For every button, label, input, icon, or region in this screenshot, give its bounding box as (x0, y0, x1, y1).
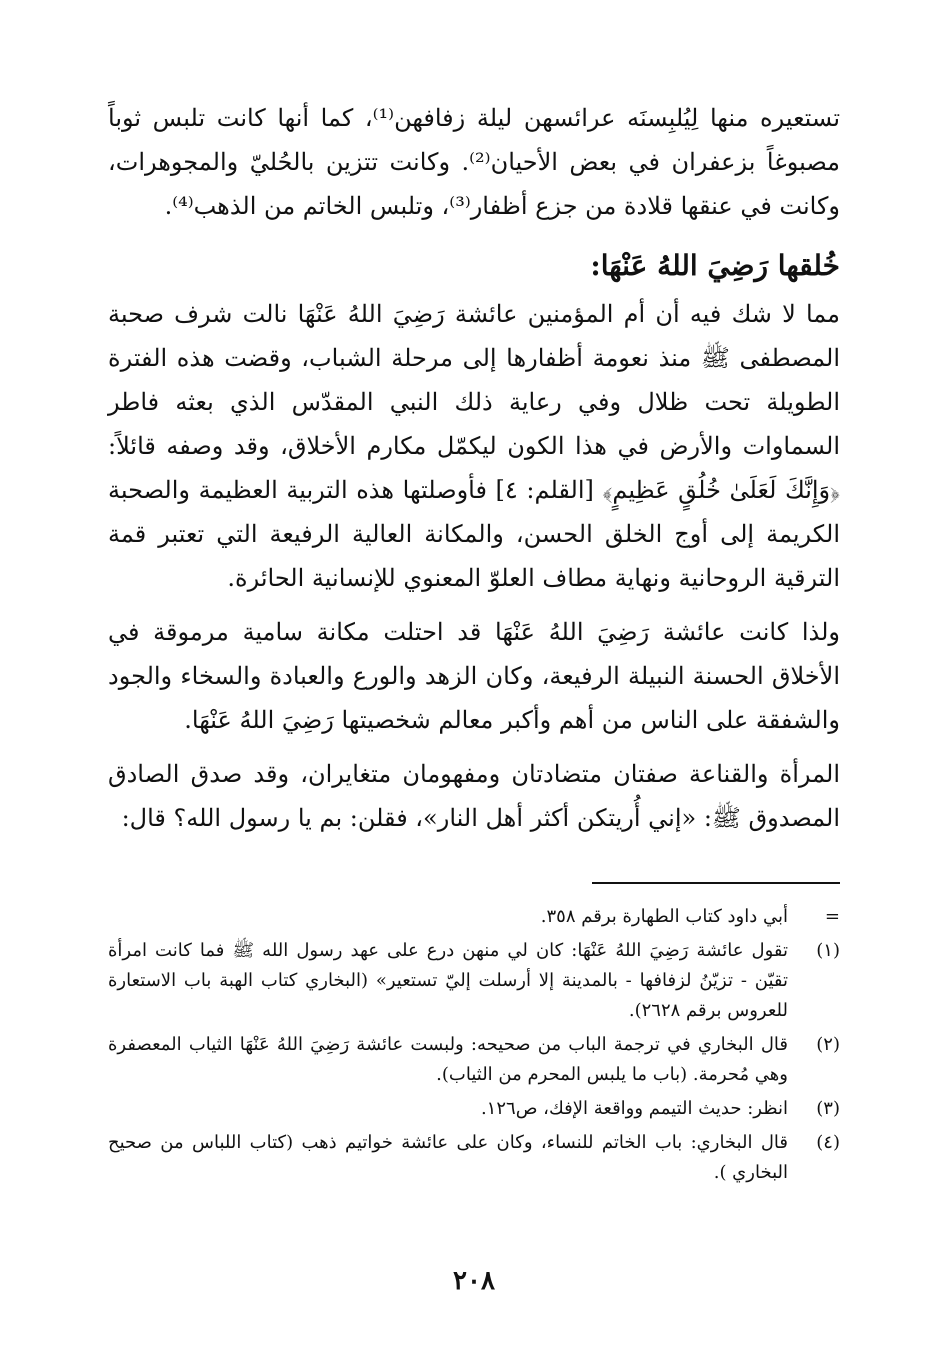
footnote-mark: (٢) (816, 1034, 840, 1055)
footnote-3 (108, 1094, 840, 1124)
page-number: ٢٠٨ (453, 1266, 495, 1296)
footnote-text: أبي داود كتاب الطهارة برقم ٣٥٨. (540, 906, 788, 927)
footnote-text: تقول عائشة رَضِيَ اللهُ عَنْهَا: كان لي منهن درع على عهد رسول الله ﷺ فما كانت امرأة تقيّن - تزيّنُ لزفافها - بالمدينة إلا أرسلت إليّ تستعير» (البخاري كتاب الهبة باب الاستعارة للعروس برقم ٢٦٢٨). (108, 940, 788, 1021)
footnote-divider (592, 882, 840, 884)
footnote-text: قال البخاري في ترجمة الباب من صحيحه: ولبست عائشة رَضِيَ اللهُ عَنْهَا الثياب المعصفرة وهي مُحرمة. (باب ما يلبس المحرم من الثياب). (108, 1034, 788, 1085)
paragraph-1: تستعيره منها لِيُلبِسنَه عرائسهن ليلة زفافهن⁽¹⁾، كما أنها كانت تلبس ثوباً مصبوغاً بزعفران في بعض الأحيان⁽²⁾. وكانت تتزين بالحُليّ والمجوهرات، وكانت في عنقها قلادة من جزع أظفار⁽³⁾، وتلبس الخاتم من الذهب⁽⁴⁾. (108, 104, 841, 220)
footnote-text: انظر: حديث التيمم وواقعة الإفك، ص١٢٦. (480, 1098, 788, 1119)
paragraph-4: المرأة والقناعة صفتان متضادتان ومفهومان متغايران، وقد صدق الصادق المصدوق ﷺ: «إني أُريتكن أكثر أهل النار»، فقلن: بم يا رسول الله؟ قال: (108, 760, 840, 832)
paragraph-2: مما لا شك فيه أن أم المؤمنين عائشة رَضِيَ اللهُ عَنْهَا نالت شرف صحبة المصطفى ﷺ منذ نعومة أظفارها إلى مرحلة الشباب، وقضت هذه الفترة الطويلة تحت ظلال وفي رعاية ذلك النبي المقدّس الذي بعثه فاطر السماوات والأرض في هذا الكون ليكمّل مكارم الأخلاق، وقد وصفه قائلاً: ﴿وَإِنَّكَ لَعَلَىٰ خُلُقٍ عَظِيمٍ﴾ [القلم: ٤] فأوصلتها هذه التربية العظيمة والصحبة الكريمة إلى أوج الخلق الحسن، والمكانة العالية الرفيعة التي تعتبر قمة الترقية الروحانية ونهاية مطاف العلوّ المعنوي للإنسانية الحائرة. (108, 300, 840, 592)
footnote-mark: (٤) (816, 1132, 840, 1153)
paragraph-3: ولذا كانت عائشة رَضِيَ اللهُ عَنْهَا قد احتلت مكانة سامية مرموقة في الأخلاق الحسنة النبيلة الرفيعة، وكان الزهد والورع والعبادة والسخاء والجود والشفقة على الناس من أهم وأكبر معالم شخصيتها رَضِيَ اللهُ عَنْهَا. (108, 618, 840, 734)
footnote-4 (108, 1128, 840, 1188)
footnote-mark: (١) (816, 940, 840, 961)
footnote-mark: (٣) (816, 1098, 840, 1119)
section-heading: خُلقها رَضِيَ اللهُ عَنْهَا: (590, 249, 840, 282)
main-text (108, 96, 840, 840)
footnote-mark: = (824, 906, 840, 927)
footnote-continuation (108, 902, 840, 932)
footnote-1 (108, 936, 840, 1026)
page-content (108, 96, 840, 1192)
footnotes (108, 902, 840, 1188)
footnote-text: قال البخاري: باب الخاتم للنساء، وكان على عائشة خواتيم ذهب (كتاب اللباس من صحيح البخاري ). (108, 1132, 788, 1183)
footnote-2 (108, 1030, 840, 1090)
